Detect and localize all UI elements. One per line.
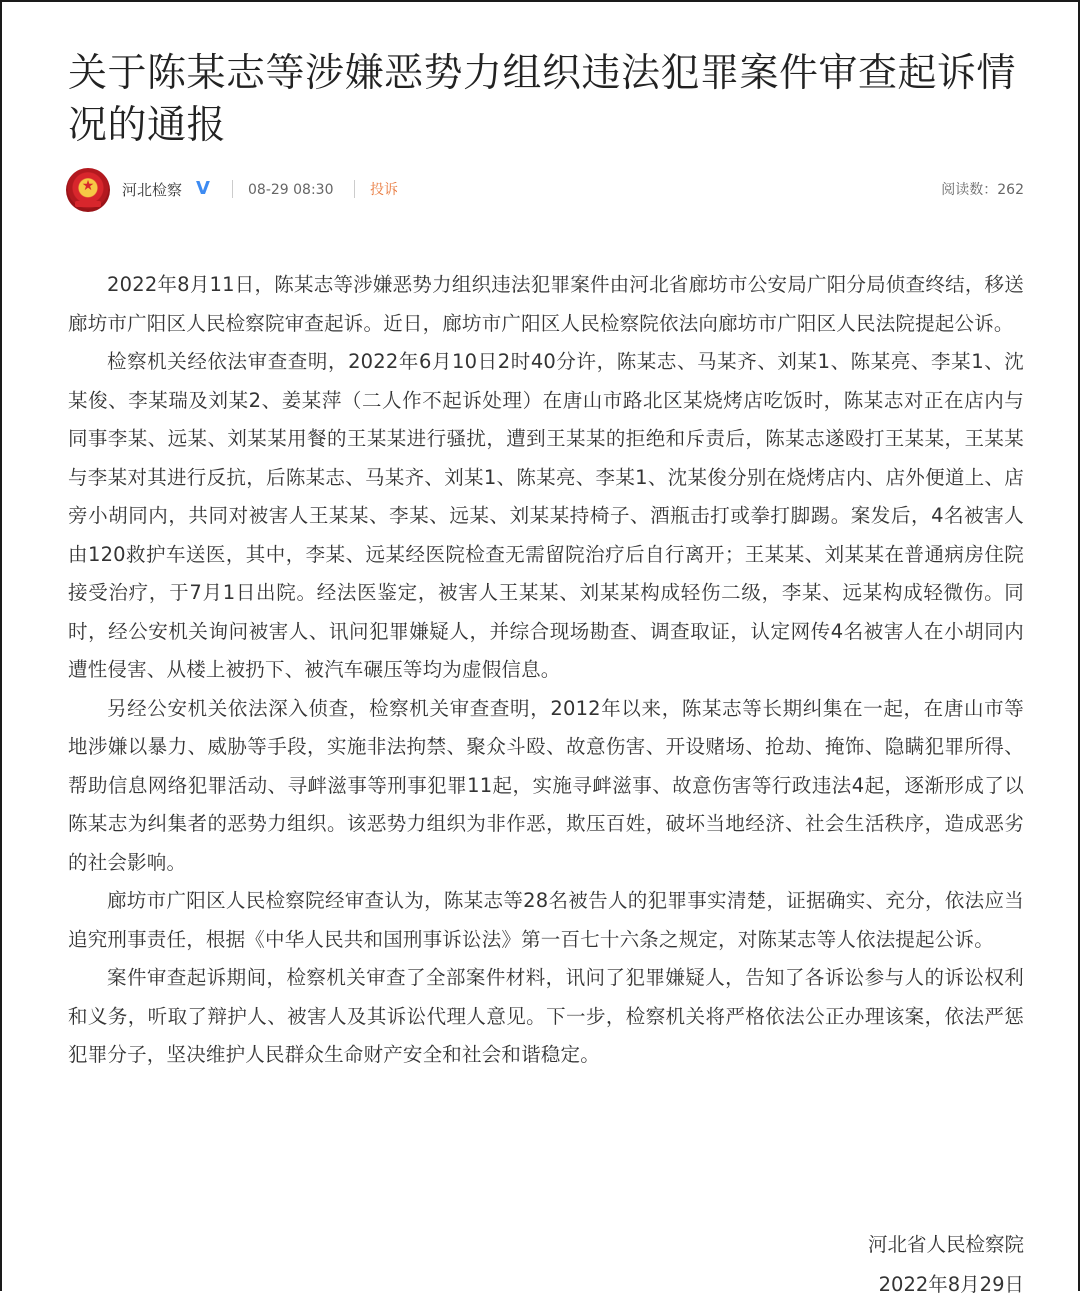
meta-divider — [232, 180, 233, 198]
star-icon: ★ — [81, 178, 95, 194]
paragraph: 案件审查起诉期间，检察机关审查了全部案件材料，讯问了犯罪嫌疑人，告知了各诉讼参与人的诉讼权利和义务，听取了辩护人、被害人及其诉讼代理人意见。下一步，检察机关将严格依法公正办理该案，依法严惩犯罪分子，坚决维护人民群众生命财产安全和社会和谐稳定。 — [68, 966, 1024, 1066]
verified-v-icon: V — [196, 178, 210, 199]
article-body — [68, 266, 1024, 1075]
paragraph: 廊坊市广阳区人民检察院经审查认为，陈某志等28名被告人的犯罪事实清楚，证据确实、充分，依法应当追究刑事责任，根据《中华人民共和国刑事诉讼法》第一百七十六条之规定，对陈某志等人依法提起公诉。 — [68, 889, 1024, 951]
article-meta — [66, 168, 1028, 212]
paragraph: 另经公安机关依法深入侦查，检察机关审查查明，2012年以来，陈某志等长期纠集在一起，在唐山市等地涉嫌以暴力、威胁等手段，实施非法拘禁、聚众斗殴、故意伤害、开设赌场、抢劫、掩饰、隐瞒犯罪所得、帮助信息网络犯罪活动、寻衅滋事等刑事犯罪11起，实施寻衅滋事、故意伤害等行政违法4起，逐渐形成了以陈某志为纠集者的恶势力组织。该恶势力组织为非作恶，欺压百姓，破坏当地经济、社会生活秩序，造成恶劣的社会影响。 — [68, 696, 1024, 874]
article-title: 关于陈某志等涉嫌恶势力组织违法犯罪案件审查起诉情况的通报 — [68, 51, 1017, 148]
report-link[interactable]: 投诉 — [370, 182, 398, 198]
signature-org: 河北省人民检察院 — [867, 1233, 1024, 1256]
signature-block — [868, 1225, 1024, 1305]
paragraph: 2022年8月11日，陈某志等涉嫌恶势力组织违法犯罪案件由河北省廊坊市公安局广阳分局侦查终结，移送廊坊市广阳区人民检察院审查起诉。近日，廊坊市广阳区人民检察院依法向廊坊市广阳区人民法院提起公诉。 — [68, 273, 1024, 335]
signature-date: 2022年8月29日 — [878, 1273, 1024, 1296]
meta-divider — [354, 180, 355, 198]
emblem-band — [75, 201, 101, 207]
emblem-avatar[interactable] — [66, 168, 110, 212]
publish-time: 08-29 08:30 — [248, 182, 334, 198]
paragraph: 检察机关经依法审查查明，2022年6月10日2时40分许，陈某志、马某齐、刘某1、陈某亮、李某1、沈某俊、李某瑞及刘某2、姜某萍（二人作不起诉处理）在唐山市路北区某烧烤店吃饭时，陈某志对正在店内与同事李某、远某、刘某某用餐的王某某进行骚扰，遭到王某某的拒绝和斥责后，陈某志遂殴打王某某，王某某与李某对其进行反抗，后陈某志、马某齐、刘某1、陈某亮、李某1、沈某俊分别在烧烤店内、店外便道上、店旁小胡同内，共同对被害人王某某、李某、远某、刘某某持椅子、酒瓶击打或拳打脚踢。案发后，4名被害人由120救护车送医，其中，李某、远某经医院检查无需留院治疗后自行离开；王某某、刘某某在普通病房住院接受治疗，于7月1日出院。经法医鉴定，被害人王某某、刘某某构成轻伤二级，李某、远某构成轻微伤。同时，经公安机关询问被害人、讯问犯罪嫌疑人，并综合现场勘查、调查取证，认定网传4名被害人在小胡同内遭性侵害、从楼上被扔下、被汽车碾压等均为虚假信息。 — [68, 350, 1024, 681]
author-name[interactable]: 河北检察 — [122, 181, 183, 199]
read-count: 阅读数：262 — [941, 182, 1024, 198]
